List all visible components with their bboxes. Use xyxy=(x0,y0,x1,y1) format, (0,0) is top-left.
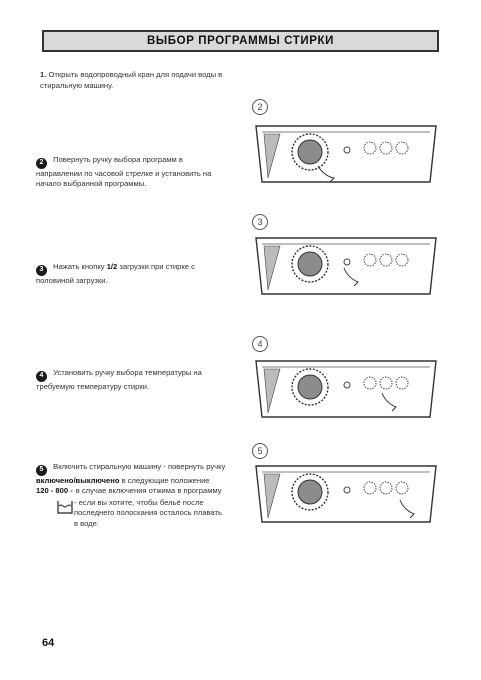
control-panel-illustration-2 xyxy=(252,120,440,190)
step-2-text: Повернуть ручку выбора программ в направлении по часовой стрелке и установить на начало выбранной программы. xyxy=(36,155,212,189)
control-panel-illustration-3 xyxy=(252,232,440,302)
page-title: ВЫБОР ПРОГРАММЫ СТИРКИ xyxy=(147,35,334,47)
step-5-sub-option xyxy=(36,498,228,530)
step-4-number: 4 xyxy=(36,371,47,382)
step-5 xyxy=(36,462,228,529)
section-title-bar xyxy=(42,30,439,52)
step-4 xyxy=(36,368,226,392)
step-1-text: Открыть водопроводный кран для подачи воды в стиральную машину. xyxy=(40,70,223,90)
figure-number-4: 4 xyxy=(252,336,268,352)
step-5-switch-label: включено/выключено xyxy=(36,475,120,485)
step-1 xyxy=(40,70,230,91)
step-3-button-label: 1/2 xyxy=(106,262,118,271)
step-5-text-post: в следующие положение xyxy=(121,475,210,485)
figure-number-3: 3 xyxy=(252,214,268,230)
water-tub-icon xyxy=(36,498,74,516)
step-2 xyxy=(36,155,226,190)
step-3-number: 3 xyxy=(36,265,47,276)
step-3-text-post: загрузки при стирке с половиной загрузки. xyxy=(36,262,195,285)
figure-number-5: 5 xyxy=(252,443,268,459)
page-number: 64 xyxy=(42,637,55,649)
step-3-text-pre: Нажать кнопку xyxy=(53,262,105,271)
step-5-option xyxy=(36,486,228,497)
step-5-option-key: 120 - 800 - xyxy=(36,486,73,496)
step-2-number: 2 xyxy=(36,158,47,169)
step-5-text-pre: Включить стиральную машину - повернуть ручку xyxy=(53,462,226,471)
step-1-number: 1. xyxy=(40,70,47,79)
step-5-sub-text: - если вы хотите, чтобы бельё после последнего полоскания осталось плавать в воде. xyxy=(74,497,222,528)
control-panel-illustration-5 xyxy=(252,460,440,530)
step-4-text: Установить ручку выбора температуры на требуемую температуру стирки. xyxy=(36,368,202,391)
step-5-option-text: в случае включения отжима в программу xyxy=(75,486,222,496)
control-panel-illustration-4 xyxy=(252,355,440,425)
step-3 xyxy=(36,262,226,286)
figure-number-2: 2 xyxy=(252,99,268,115)
step-5-number: 5 xyxy=(36,465,47,476)
